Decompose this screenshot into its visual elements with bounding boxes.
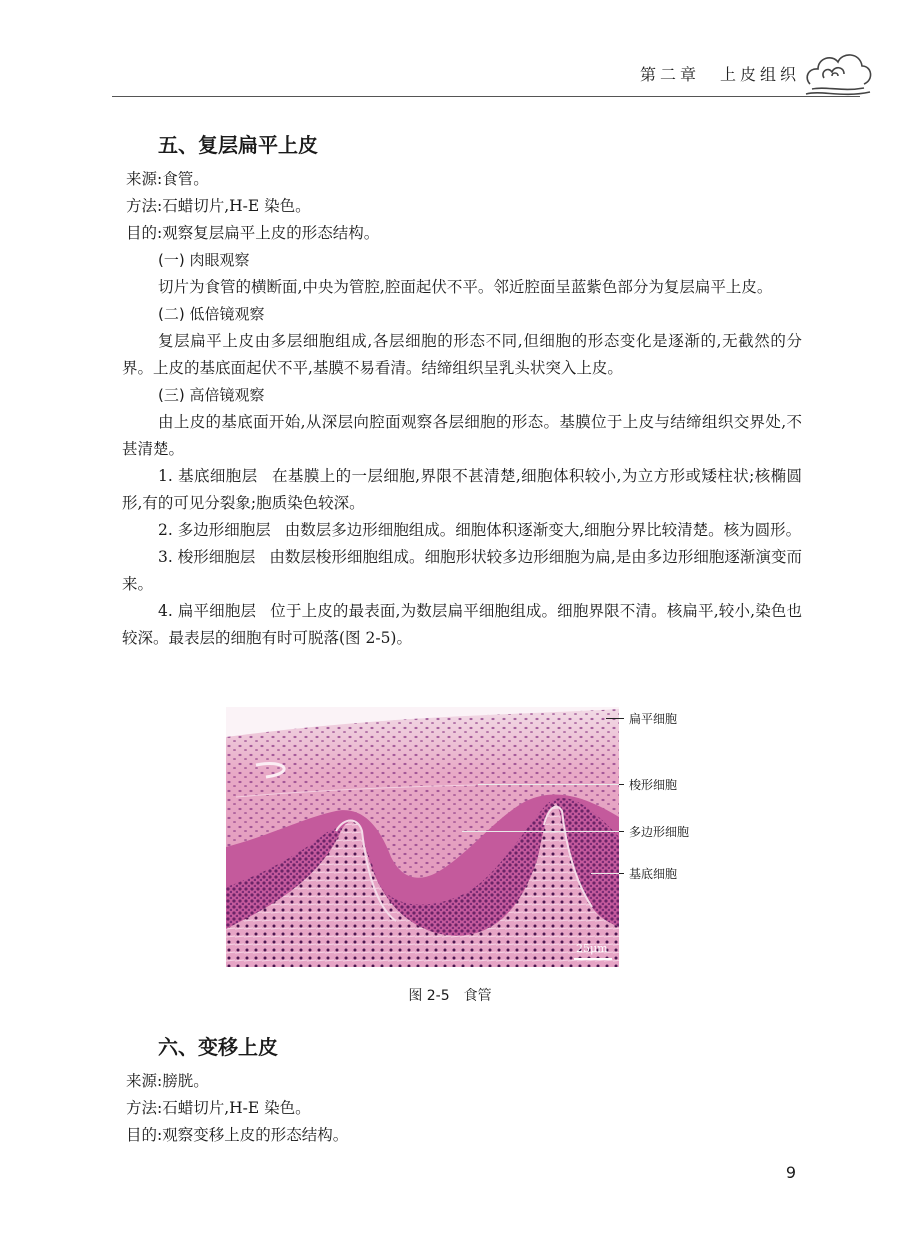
chapter-title: 第二章 上皮组织: [639, 65, 800, 84]
subheading-low-power: (二) 低倍镜观察: [158, 305, 265, 323]
paragraph-high-power: 由上皮的基底面开始,从深层向腔面观察各层细胞的形态。基膜位于上皮与结缔组织交界处,不甚清楚。: [122, 413, 802, 458]
leader-line: [606, 718, 624, 719]
item-desc: 由数层多边形细胞组成。细胞体积逐渐变大,细胞分界比较清楚。核为圆形。: [284, 521, 802, 539]
purpose-line: 目的:观察复层扁平上皮的形态结构。: [126, 224, 380, 242]
item-desc: 在基膜上的一层细胞,界限不甚清楚,细胞体积较小,为立方形或矮柱状;核椭圆形,有的可见分裂象;胞质染色较深。: [122, 467, 803, 512]
figure-label: 梭形细胞: [629, 778, 678, 792]
section-title: 六、变移上皮: [158, 1035, 278, 1059]
page-number: 9: [785, 1163, 796, 1182]
page-header: [0, 0, 900, 110]
figure-label: 基底细胞: [629, 867, 678, 881]
item-term: 4. 扁平细胞层: [158, 602, 257, 620]
micrograph-image: [226, 707, 619, 967]
leader-line: [591, 873, 619, 874]
scale-bar: [574, 958, 612, 960]
leader-line: [478, 784, 619, 785]
method-line: 方法:石蜡切片,H-E 染色。: [126, 197, 311, 215]
item-term: 2. 多边形细胞层: [158, 521, 271, 539]
item-term: 3. 梭形细胞层: [158, 548, 256, 566]
item-desc: 位于上皮的最表面,为数层扁平细胞组成。细胞界限不清。核扁平,较小,染色也较深。最表层的细胞有时可脱落(图 2-5)。: [122, 602, 802, 647]
item-desc: 由数层梭形细胞组成。细胞形状较多边形细胞为扁,是由多边形细胞逐渐演变而来。: [122, 548, 802, 593]
leader-line: [619, 831, 624, 832]
figure-label: 多边形细胞: [629, 825, 690, 839]
figure-label: 扁平细胞: [629, 712, 678, 726]
purpose-line: 目的:观察变移上皮的形态结构。: [126, 1126, 349, 1144]
figure-caption: 图 2-5 食管: [408, 988, 492, 1004]
subheading-high-power: (三) 高倍镜观察: [158, 386, 265, 404]
list-item: [122, 598, 802, 652]
source-line: 来源:食管。: [126, 170, 209, 188]
list-item: [122, 544, 802, 598]
subheading-naked-eye: (一) 肉眼观察: [158, 251, 250, 269]
leader-line: [462, 831, 619, 832]
section-stratified-squamous: [122, 128, 802, 652]
list-item: [122, 463, 802, 517]
method-line: 方法:石蜡切片,H-E 染色。: [126, 1099, 311, 1117]
section-title: 五、复层扁平上皮: [158, 133, 318, 157]
leader-line: [619, 784, 624, 785]
section-transitional: [122, 1030, 802, 1149]
leader-line: [619, 873, 624, 874]
figure-esophagus: [226, 707, 706, 967]
scale-label: 25μm: [576, 942, 608, 955]
paragraph-low-power: 复层扁平上皮由多层细胞组成,各层细胞的形态不同,但细胞的形态变化是逐渐的,无截然的分界。上皮的基底面起伏不平,基膜不易看清。结缔组织呈乳头状突入上皮。: [122, 332, 802, 377]
paragraph-naked-eye: 切片为食管的横断面,中央为管腔,腔面起伏不平。邻近腔面呈蓝紫色部分为复层扁平上皮。: [158, 278, 773, 296]
list-item: [122, 517, 802, 544]
item-term: 1. 基底细胞层: [158, 467, 258, 485]
header-rule: [112, 96, 860, 97]
cloud-ornament-icon: [802, 38, 874, 100]
source-line: 来源:膀胱。: [126, 1072, 209, 1090]
